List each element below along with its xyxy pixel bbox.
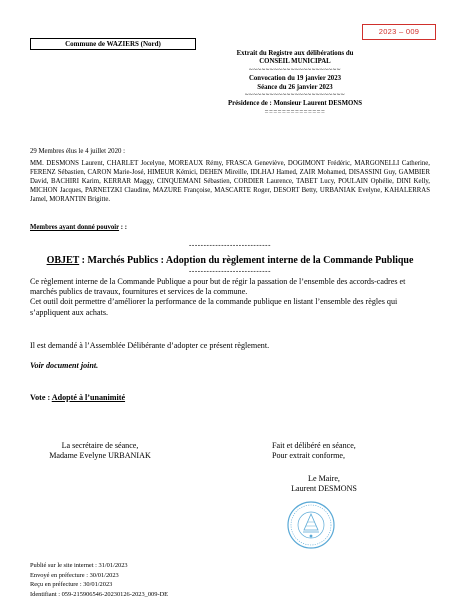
secretary-name: Madame Evelyne URBANIAK (49, 451, 151, 461)
mayor-name: Laurent DESMONS (291, 484, 357, 494)
footer-sent: Envoyé en préfecture : 30/01/2023 (30, 571, 119, 579)
register-title-line1: Extrait du Registre aux délibérations du (236, 50, 354, 57)
seance-date: Séance du 26 janvier 2023 (257, 83, 333, 91)
register-header (200, 50, 390, 117)
members-proxy-suffix: : : (119, 224, 127, 231)
fait-line: Fait et délibéré en séance, (272, 441, 356, 450)
register-title-line2: CONSEIL MUNICIPAL (259, 58, 331, 66)
deliberation-body (30, 277, 424, 318)
body-paragraph-2: Cet outil doit permettre d’améliorer la performance de la commande publique en listant l’ensemble des règles qui s’appliquent aux achats. (30, 297, 398, 317)
objet-block (30, 240, 430, 278)
members-count: 29 Membres élus le 4 juillet 2020 : (30, 148, 125, 155)
deliberation-number-stamp: 2023 – 009 (362, 24, 436, 40)
commune-name-box: Commune de WAZIERS (Nord) (30, 38, 196, 50)
publication-footer (30, 561, 168, 599)
secretary-signature-block (30, 441, 170, 461)
body-paragraph-1: Ce règlement interne de la Commande Publique a pour but de régir la passation de l’ensemble des accords-cadres et marchés publics de travaux, fournitures et services de la commune. (30, 277, 406, 297)
convocation-date: Convocation du 19 janvier 2023 (248, 75, 342, 83)
objet-heading (30, 255, 430, 267)
header-separator: ~~~~~~~~~~~~~~~~~~~~~~ (249, 66, 341, 74)
members-proxy (30, 224, 127, 231)
assembly-request: Il est demandé à l’Assemblée Délibérante d’adopter ce présent règlement. (30, 341, 270, 350)
members-list: MM. DESMONS Laurent, CHARLET Jocelyne, MOREAUX Rémy, FRASCA Geneviève, DOGIMONT Frédéric, MARGONELLI Catherine, FERENZ Sébastien, CARON Marie-José, HIMEUR Kémici, DEHEN Mireille, IDLHAJ Hamed, ZAIR Mohamed, DISASSINI Guy, GAMBIER David, BACHIRI Karim, KERRAR Maggy, CINQUEMANI Sébastien, CORDIER Laurence, TABET Lucy, POULAIN Ophélie, DINI Kelly, MICHON Jacques, PARNETZKI Claudine, MAZURE Françoise, MASCARTE Roger, DESORT Betty, URBANIAK Evelyne, KAHALERRAS Jamel, MORANTIN Brigitte. (30, 160, 430, 203)
objet-title: : Marchés Publics : Adoption du règlement interne de la Commande Publique (79, 254, 414, 266)
objet-label: OBJET (46, 254, 80, 266)
header-separator: ============== (264, 108, 326, 116)
town-seal-icon (286, 500, 336, 550)
objet-bottom-dashes: ---------------------------- (188, 267, 272, 275)
members-proxy-label: Membres ayant donné pouvoir (30, 224, 120, 231)
vote-outcome: Adopté à l’unanimité (51, 393, 126, 402)
footer-identifier: Identifiant : 059-215906546-20230126-2023_009-DE (30, 590, 169, 598)
see-attached-document: Voir document joint. (30, 361, 99, 370)
objet-top-dashes: ---------------------------- (188, 241, 272, 249)
extrait-line: Pour extrait conforme, (272, 451, 346, 461)
mayor-signature-block (272, 474, 376, 494)
footer-published: Publié sur le site internet : 31/01/2023 (30, 562, 128, 569)
secretary-title: La secrétaire de séance, (61, 441, 139, 450)
vote-label: Vote : (30, 393, 52, 402)
footer-received: Reçu en préfecture : 30/01/2023 (30, 581, 113, 588)
vote-result (30, 393, 125, 402)
header-separator: ~~~~~~~~~~~~~~~~~~~~~~~~ (244, 92, 346, 100)
certification-block (272, 441, 356, 461)
presidence: Présidence de : Monsieur Laurent DESMONS (228, 100, 362, 108)
mayor-title: Le Maire, (308, 474, 340, 483)
